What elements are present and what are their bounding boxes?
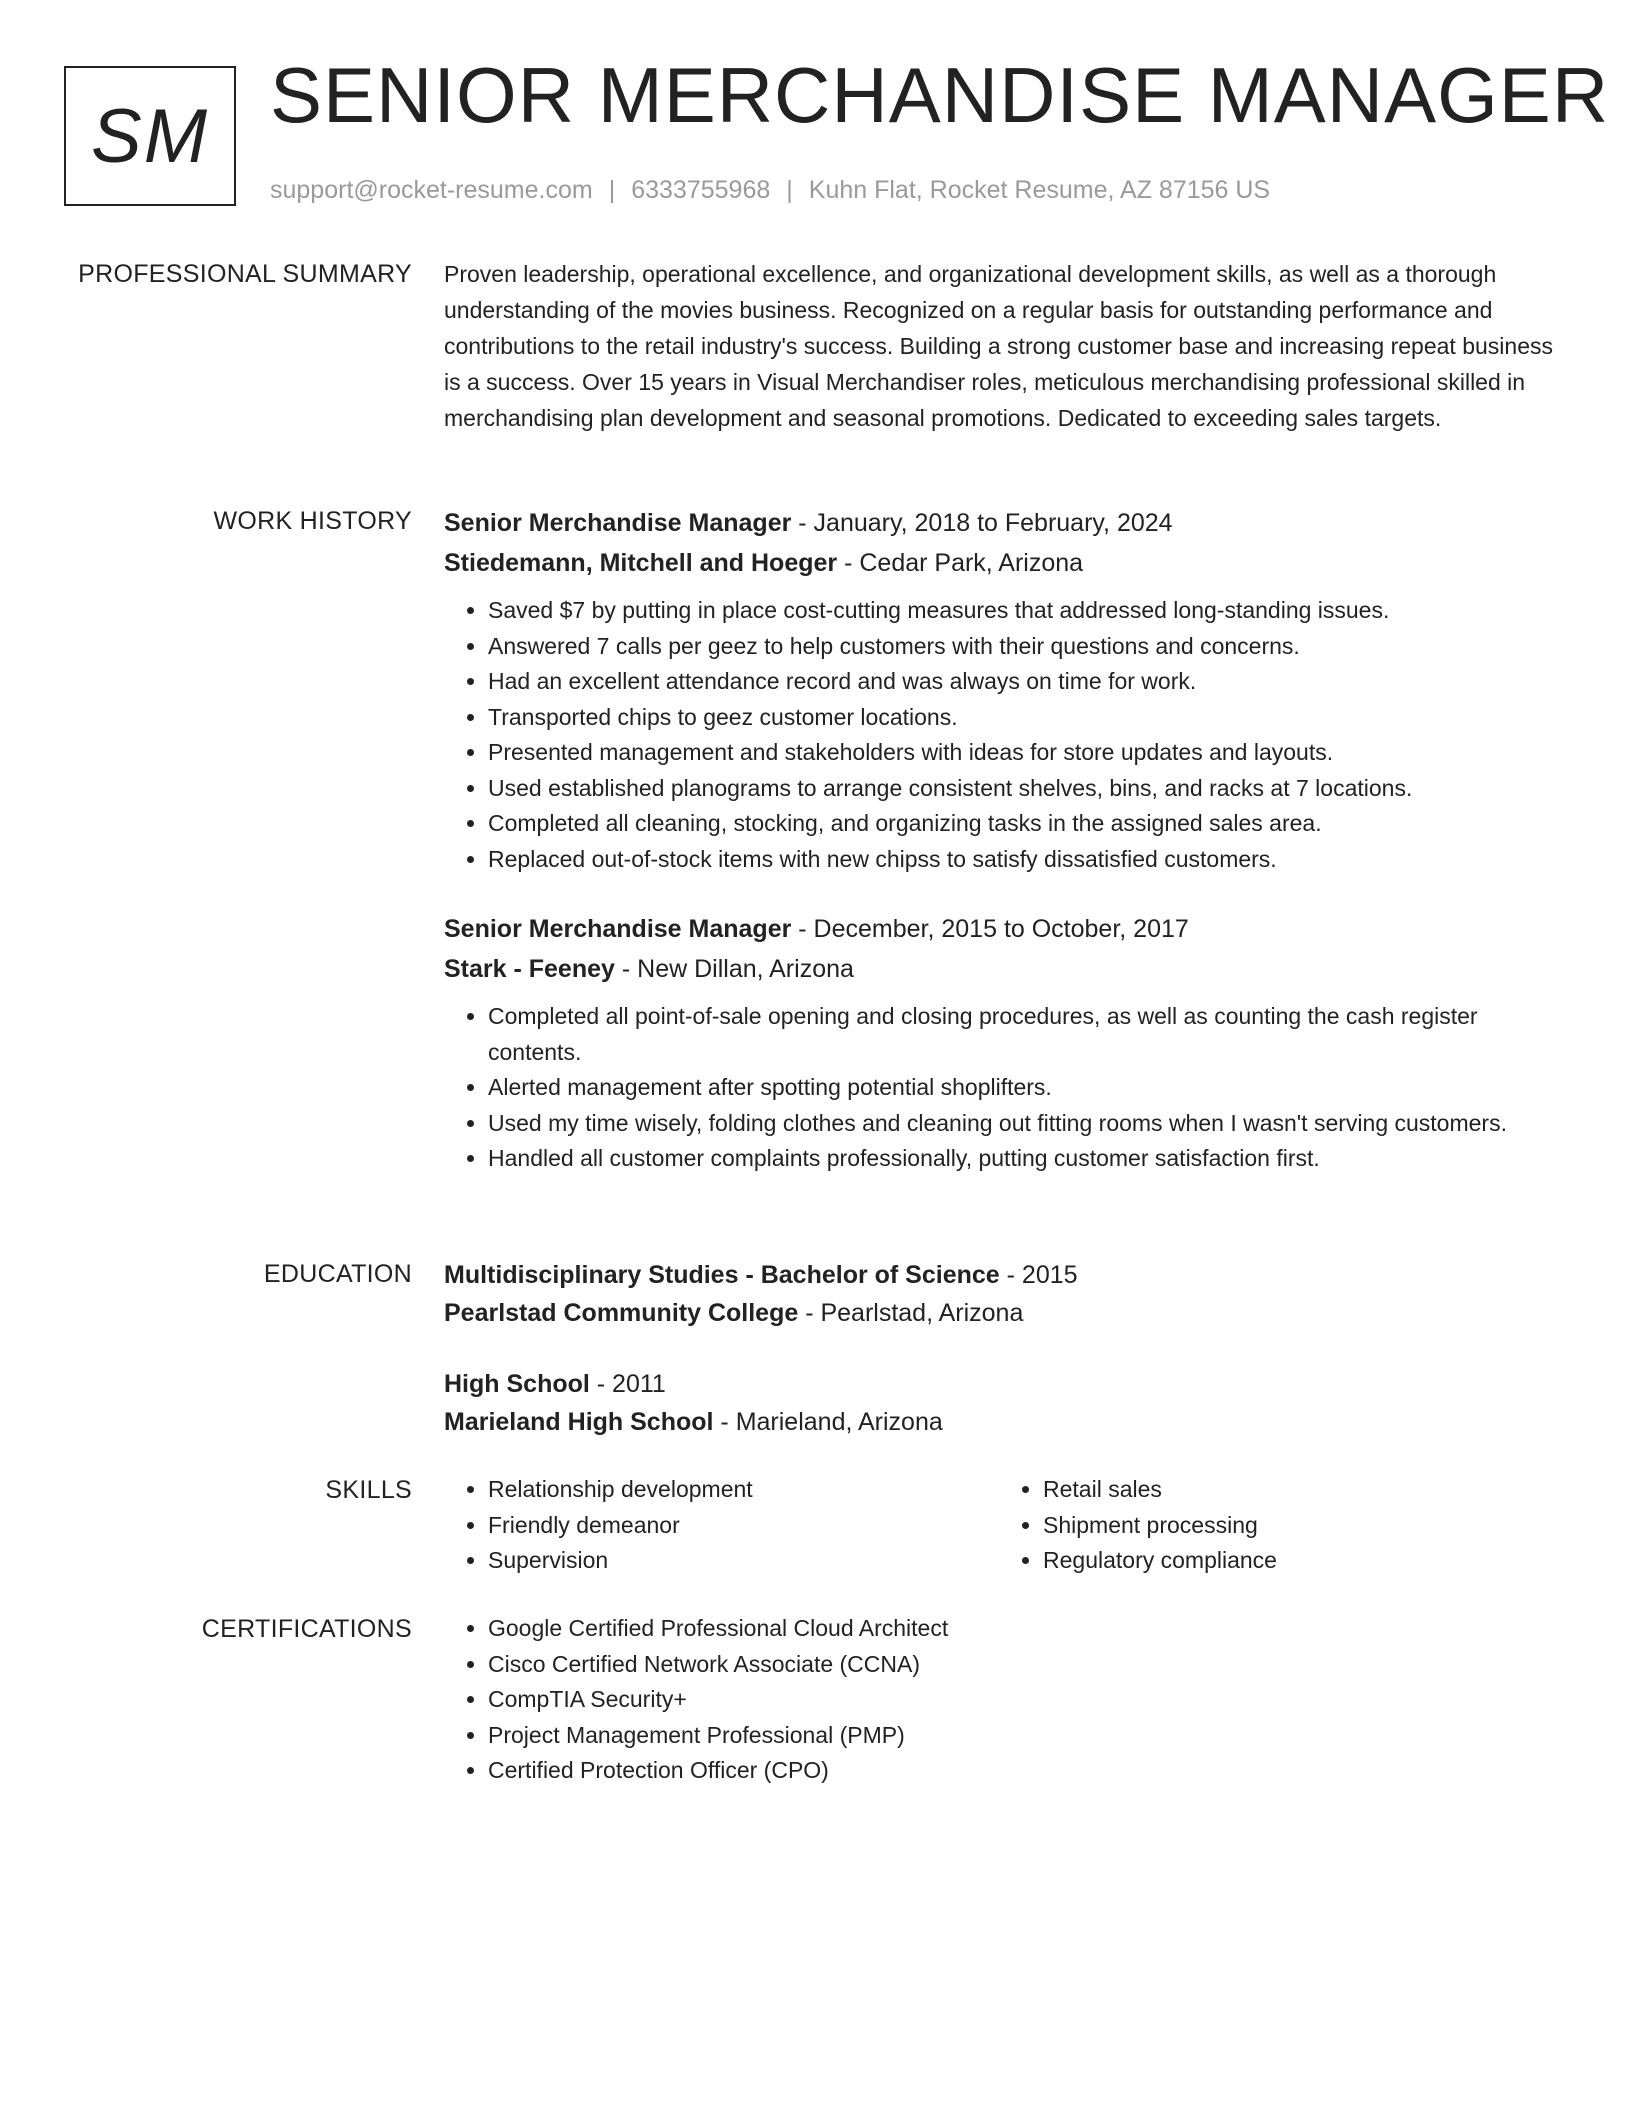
job-bullet: • Alerted management after spotting potential shoplifters. [488, 1070, 1554, 1106]
work-history-heading: WORK HISTORY [213, 507, 412, 535]
job-company: Stark - Feeney [444, 955, 615, 983]
separator: | [608, 176, 616, 204]
job-entry [444, 503, 1554, 877]
job-bullet: • Replaced out-of-stock items with new chipss to satisfy dissatisfied customers. [488, 842, 1554, 878]
skill-item: • Retail sales [1043, 1472, 1554, 1508]
education-entry [444, 1365, 1554, 1441]
school-location: - Marieland, Arizona [713, 1408, 943, 1436]
school: Pearlstad Community College [444, 1299, 799, 1327]
skill-item: • Supervision [488, 1543, 999, 1579]
job-bullet: • Presented management and stakeholders with ideas for store updates and layouts. [488, 735, 1554, 771]
skill-item: • Friendly demeanor [488, 1508, 999, 1544]
school-location: - Pearlstad, Arizona [798, 1299, 1024, 1327]
summary-text: Proven leadership, operational excellence, and organizational development skills, as well as a thorough understanding of the movies business. Recognized on a regular basis for outstanding performance and contributions to the retail industry's success. Building a strong customer base and increasing repeat business is a success. Over 15 years in Visual Merchandiser roles, meticulous merchandising professional skilled in merchandising plan development and seasonal promotions. Dedicated to exceeding sales targets. [444, 261, 1553, 431]
job-location: - Cedar Park, Arizona [837, 549, 1084, 577]
certifications-list [444, 1611, 1554, 1789]
education-entry [444, 1256, 1554, 1332]
degree-year: - 2011 [589, 1370, 666, 1398]
job-dates: - January, 2018 to February, 2024 [791, 509, 1173, 537]
job-entry [444, 909, 1554, 1177]
job-bullet: • Completed all point-of-sale opening and closing procedures, as well as counting the cash register contents. [488, 999, 1554, 1070]
monogram: SM [64, 66, 236, 206]
job-bullet: • Used established planograms to arrange consistent shelves, bins, and racks at 7 locations. [488, 771, 1554, 807]
job-location: - New Dillan, Arizona [614, 955, 854, 983]
skill-item: • Relationship development [488, 1472, 999, 1508]
job-company-line [444, 949, 1554, 989]
address-text: Kuhn Flat, Rocket Resume, AZ 87156 US [808, 176, 1271, 204]
degree-line [444, 1365, 1554, 1403]
certification-item: • Certified Protection Officer (CPO) [488, 1753, 1554, 1789]
job-bullet: • Transported chips to geez customer locations. [488, 700, 1554, 736]
job-title: Senior Merchandise Manager [444, 509, 792, 537]
certifications-body [444, 1611, 1554, 1789]
phone-text: 6333755968 [631, 176, 771, 204]
job-dates: - December, 2015 to October, 2017 [791, 915, 1189, 943]
certifications-heading: CERTIFICATIONS [201, 1615, 412, 1643]
job-bullet: • Saved $7 by putting in place cost-cutting measures that addressed long-standing issues. [488, 593, 1554, 629]
degree-year: - 2015 [999, 1261, 1078, 1289]
skills-list-right [999, 1472, 1554, 1579]
work-history-body [444, 503, 1554, 1177]
page-title: SENIOR MERCHANDISE MANAGER [270, 51, 1610, 139]
job-bullet-list [444, 593, 1554, 877]
job-title: Senior Merchandise Manager [444, 915, 792, 943]
skills-list-left [444, 1472, 999, 1579]
contact-line [270, 176, 1270, 205]
school-line [444, 1403, 1554, 1441]
school-line [444, 1294, 1554, 1332]
certification-item: • Project Management Professional (PMP) [488, 1718, 1554, 1754]
job-title-line [444, 909, 1554, 949]
job-bullet: • Had an excellent attendance record and was always on time for work. [488, 664, 1554, 700]
education-body [444, 1256, 1554, 1441]
degree: Multidisciplinary Studies - Bachelor of Science [444, 1261, 1000, 1289]
certification-item: • Cisco Certified Network Associate (CCNA) [488, 1647, 1554, 1683]
job-title-line [444, 503, 1554, 543]
school: Marieland High School [444, 1408, 714, 1436]
job-bullet: • Handled all customer complaints professionally, putting customer satisfaction first. [488, 1141, 1554, 1177]
job-bullet-list [444, 999, 1554, 1177]
job-company: Stiedemann, Mitchell and Hoeger [444, 549, 838, 577]
summary-body [444, 256, 1554, 436]
skill-item: • Regulatory compliance [1043, 1543, 1554, 1579]
separator: | [786, 176, 793, 204]
skills-body [444, 1472, 1554, 1579]
job-bullet: • Completed all cleaning, stocking, and organizing tasks in the assigned sales area. [488, 806, 1554, 842]
education-heading: EDUCATION [263, 1260, 412, 1288]
email-text: support@rocket-resume.com [270, 176, 593, 204]
job-bullet: • Answered 7 calls per geez to help customers with their questions and concerns. [488, 629, 1554, 665]
skills-heading: SKILLS [325, 1476, 412, 1504]
degree-line [444, 1256, 1554, 1294]
degree: High School [444, 1370, 590, 1398]
certification-item: • Google Certified Professional Cloud Architect [488, 1611, 1554, 1647]
job-bullet: • Used my time wisely, folding clothes and cleaning out fitting rooms when I wasn't serving customers. [488, 1106, 1554, 1142]
certification-item: • CompTIA Security+ [488, 1682, 1554, 1718]
job-company-line [444, 543, 1554, 583]
skill-item: • Shipment processing [1043, 1508, 1554, 1544]
summary-heading: PROFESSIONAL SUMMARY [78, 260, 412, 288]
